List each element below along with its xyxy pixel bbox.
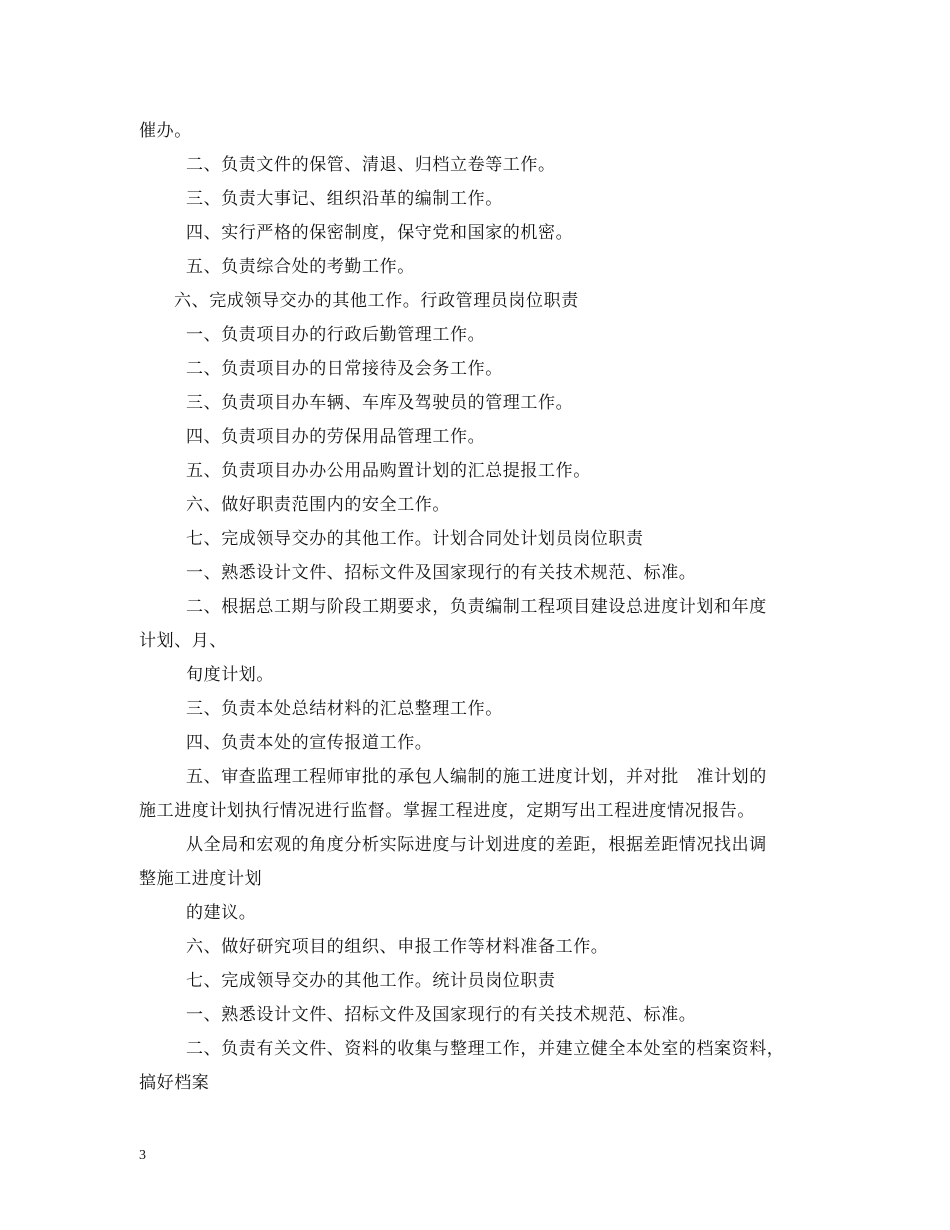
text-line: 五、负责项目办办公用品购置计划的汇总提报工作。 [186, 461, 591, 481]
text-line: 六、做好研究项目的组织、申报工作等材料准备工作。 [186, 937, 609, 957]
text-line: 七、完成领导交办的其他工作。统计员岗位职责 [186, 971, 556, 991]
text-line: 七、完成领导交办的其他工作。计划合同处计划员岗位职责 [186, 529, 644, 549]
text-line: 四、负责项目办的劳保用品管理工作。 [186, 427, 486, 447]
text-line: 一、负责项目办的行政后勤管理工作。 [186, 325, 486, 345]
text-line: 四、实行严格的保密制度，保守党和国家的机密。 [186, 223, 574, 243]
text-line: 五、审查监理工程师审批的承包人编制的施工进度计划，并对批 准计划的 [186, 767, 767, 787]
text-line: 三、负责本处总结材料的汇总整理工作。 [186, 699, 503, 719]
text-line: 计划、月、 [139, 631, 227, 651]
text-line: 的建议。 [186, 903, 257, 923]
text-line: 一、熟悉设计文件、招标文件及国家现行的有关技术规范、标准。 [186, 563, 697, 583]
text-line: 施工进度计划执行情况进行监督。掌握工程进度，定期写出工程进度情况报告。 [139, 801, 755, 821]
text-line: 四、负责本处的宣传报道工作。 [186, 733, 433, 753]
text-line: 六、完成领导交办的其他工作。行政管理员岗位职责 [174, 291, 579, 311]
text-line: 五、负责综合处的考勤工作。 [186, 257, 415, 277]
text-line: 二、负责有关文件、资料的收集与整理工作，并建立健全本处室的档案资料， [186, 1039, 785, 1059]
text-line: 一、熟悉设计文件、招标文件及国家现行的有关技术规范、标准。 [186, 1005, 697, 1025]
text-line: 三、负责项目办车辆、车库及驾驶员的管理工作。 [186, 393, 574, 413]
text-line: 从全局和宏观的角度分析实际进度与计划进度的差距，根据差距情况找出调 [186, 835, 767, 855]
text-line: 催办。 [139, 121, 192, 141]
text-line: 旬度计划。 [186, 665, 274, 685]
page-number: 3 [139, 1148, 146, 1163]
text-line: 二、根据总工期与阶段工期要求，负责编制工程项目建设总进度计划和年度 [186, 597, 767, 617]
text-line: 三、负责大事记、组织沿革的编制工作。 [186, 189, 503, 209]
text-line: 二、负责文件的保管、清退、归档立卷等工作。 [186, 155, 556, 175]
text-line: 整施工进度计划 [139, 869, 263, 889]
document-body [139, 114, 839, 1100]
text-line: 二、负责项目办的日常接待及会务工作。 [186, 359, 503, 379]
text-line: 六、做好职责范围内的安全工作。 [186, 495, 450, 515]
text-line: 搞好档案 [139, 1073, 210, 1093]
